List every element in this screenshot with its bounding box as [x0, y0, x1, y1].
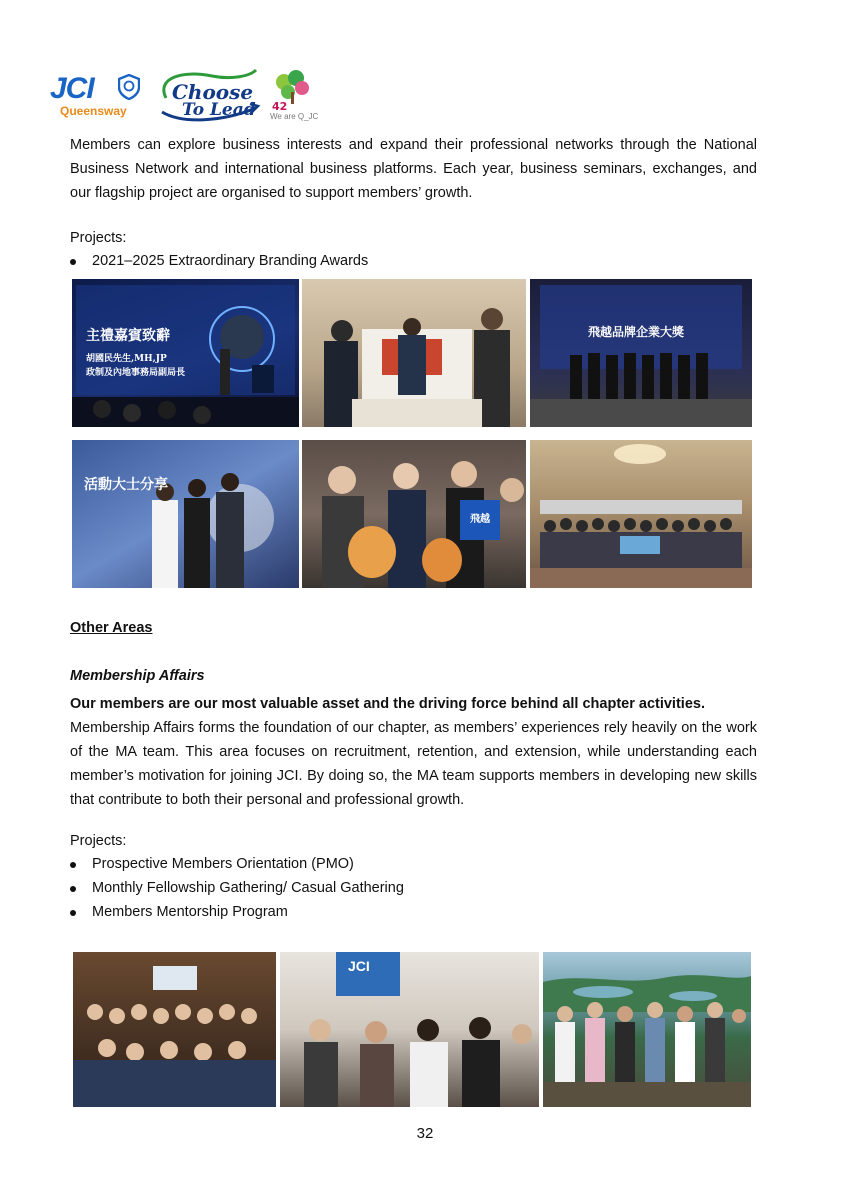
choose-logo-line2: To Lead: [182, 100, 256, 120]
intro-paragraph: Members can explore business interests and expand their professional networks through the National Business Network and international business platforms. Each year, business seminars, exchanges, and our flagship project are organised to support members’ growth.: [70, 137, 757, 201]
choose-logo-line1: Choose: [172, 80, 254, 104]
speaker-stage-graphic: [72, 440, 299, 588]
photo1-caption-name: 胡國民先生,MH,JP: [86, 354, 167, 364]
hiking-group-graphic: [543, 952, 751, 1107]
photo5-badge: 飛越: [470, 514, 490, 525]
list-item: Monthly Fellowship Gathering/ Casual Gathering: [70, 876, 404, 900]
award-group-graphic: [530, 279, 752, 427]
photo-orientation-session: [280, 952, 539, 1107]
intro-projects-list: [70, 249, 368, 273]
membership-affairs-heading: Membership Affairs: [70, 668, 205, 684]
photo-hiking-group: [543, 952, 751, 1107]
orientation-graphic: [280, 952, 539, 1107]
choose-to-lead-logo: [152, 68, 262, 124]
photo-audience-mascots: [302, 440, 526, 588]
list-item: Members Mentorship Program: [70, 900, 404, 924]
jci-logo-word: JCI: [50, 72, 94, 105]
audience-graphic: [302, 440, 526, 588]
photo-award-stage: [530, 279, 752, 427]
photo-guest-speech: [72, 279, 299, 427]
we-are-qjc-logo: [268, 68, 318, 124]
jci-queensway-logo: [50, 72, 150, 122]
jci-logo-sub: Queensway: [60, 104, 127, 118]
list-item: Prospective Members Orientation (PMO): [70, 852, 404, 876]
page-number: 32: [416, 1125, 434, 1142]
photo-fellowship-gathering: [73, 952, 276, 1107]
svg-text:42: 42: [272, 100, 288, 112]
membership-paragraph: Membership Affairs forms the foundation of our chapter, as members’ experiences rely heavily on the work of the MA team. This area focuses on recruitment, retention, and extension, while understanding each member’s motivation for joining JCI. By doing so, the MA team supports members in developing new skills that contribute to both their personal and professional growth.: [70, 720, 757, 808]
fellowship-group-graphic: [73, 952, 276, 1107]
photo-speaker-sharing: [72, 440, 299, 588]
projects-label: Projects:: [70, 230, 127, 246]
photo1-caption-title: 主禮嘉賓致辭: [86, 328, 170, 344]
ballroom-group-graphic: [530, 440, 752, 588]
booth-people-graphic: [302, 279, 526, 427]
jci-sign: JCI: [348, 958, 370, 974]
jci-shield-icon: [118, 74, 140, 100]
photo3-caption: 飛越品牌企業大獎: [588, 325, 685, 339]
membership-projects-label: Projects:: [70, 833, 127, 849]
membership-projects-list: [70, 852, 404, 924]
list-item: 2021–2025 Extraordinary Branding Awards: [70, 249, 368, 273]
photo-product-booth: [302, 279, 526, 427]
tree-icon: [268, 68, 318, 112]
membership-lead: Our members are our most valuable asset and the driving force behind all chapter activities.: [70, 696, 705, 712]
other-areas-heading: Other Areas: [70, 620, 153, 636]
photo-group-ballroom: [530, 440, 752, 588]
we-are-qjc-label: We are Q_JC: [270, 112, 319, 121]
photo1-caption-role: 政制及內地事務局副局長: [86, 368, 186, 378]
photo4-caption: 活動大士分享: [84, 477, 168, 493]
